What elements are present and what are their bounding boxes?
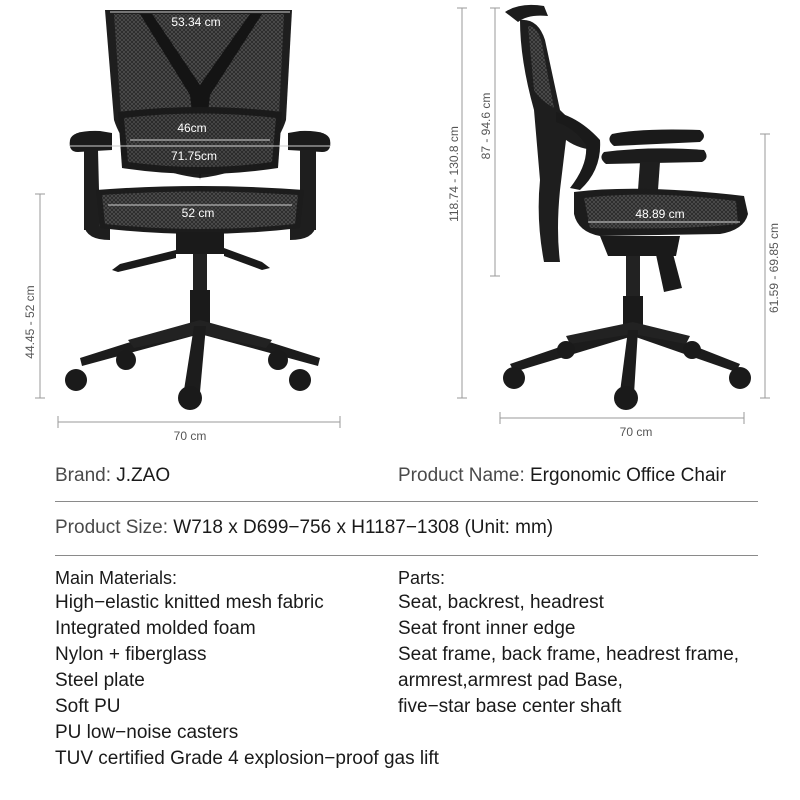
base-width-front-label: 70 cm [173, 429, 207, 443]
product-name-row [398, 464, 726, 488]
product-size-row [55, 516, 553, 540]
base-width-side-label: 70 cm [619, 425, 653, 439]
materials-item: Integrated molded foam [55, 618, 256, 639]
materials-item: High−elastic knitted mesh fabric [55, 592, 324, 613]
backrest-width-label: 53.34 cm [171, 15, 221, 29]
parts-title: Parts: [398, 568, 446, 588]
parts-item: armrest,armrest pad Base, [398, 670, 623, 691]
materials-item: Nylon + fiberglass [55, 644, 207, 665]
materials-item: TUV certified Grade 4 explosion−proof gas lift [55, 748, 439, 769]
overall-height-label: 118.74 - 130.8 cm [447, 126, 461, 222]
brand-value: J.ZAO [116, 465, 171, 486]
backrest-height-label: 87 - 94.6 cm [479, 92, 493, 160]
materials-item: Steel plate [55, 670, 145, 691]
divider-1 [55, 501, 758, 502]
brand-label: Brand: [55, 465, 117, 486]
materials-item: PU low−noise casters [55, 722, 239, 743]
parts-item: Seat, backrest, headrest [398, 592, 604, 613]
materials-title: Main Materials: [55, 568, 178, 588]
parts-list [398, 566, 739, 720]
product-name-value: Ergonomic Office Chair [530, 465, 727, 486]
product-name-label: Product Name: [398, 465, 530, 486]
side-view-chair [503, 5, 751, 410]
divider-2 [55, 555, 758, 556]
materials-item: Soft PU [55, 696, 121, 717]
armrest-span-label: 71.75cm [170, 149, 218, 163]
seat-height-label: 44.45 - 52 cm [23, 285, 37, 359]
parts-item: five−star base center shaft [398, 696, 622, 717]
parts-item: Seat frame, back frame, headrest frame, [398, 644, 740, 665]
materials-list [55, 566, 439, 772]
armrest-height-label: 61.59 - 69.85 cm [767, 222, 781, 314]
seat-depth-label: 48.89 cm [635, 207, 685, 221]
seat-width-label: 52 cm [181, 206, 215, 220]
brand-row [55, 464, 170, 488]
product-size-value: W718 x D699−756 x H1187−1308 (Unit: mm) [173, 517, 554, 538]
lumbar-width-label: 46cm [177, 121, 207, 135]
parts-item: Seat front inner edge [398, 618, 576, 639]
product-size-label: Product Size: [55, 517, 174, 538]
